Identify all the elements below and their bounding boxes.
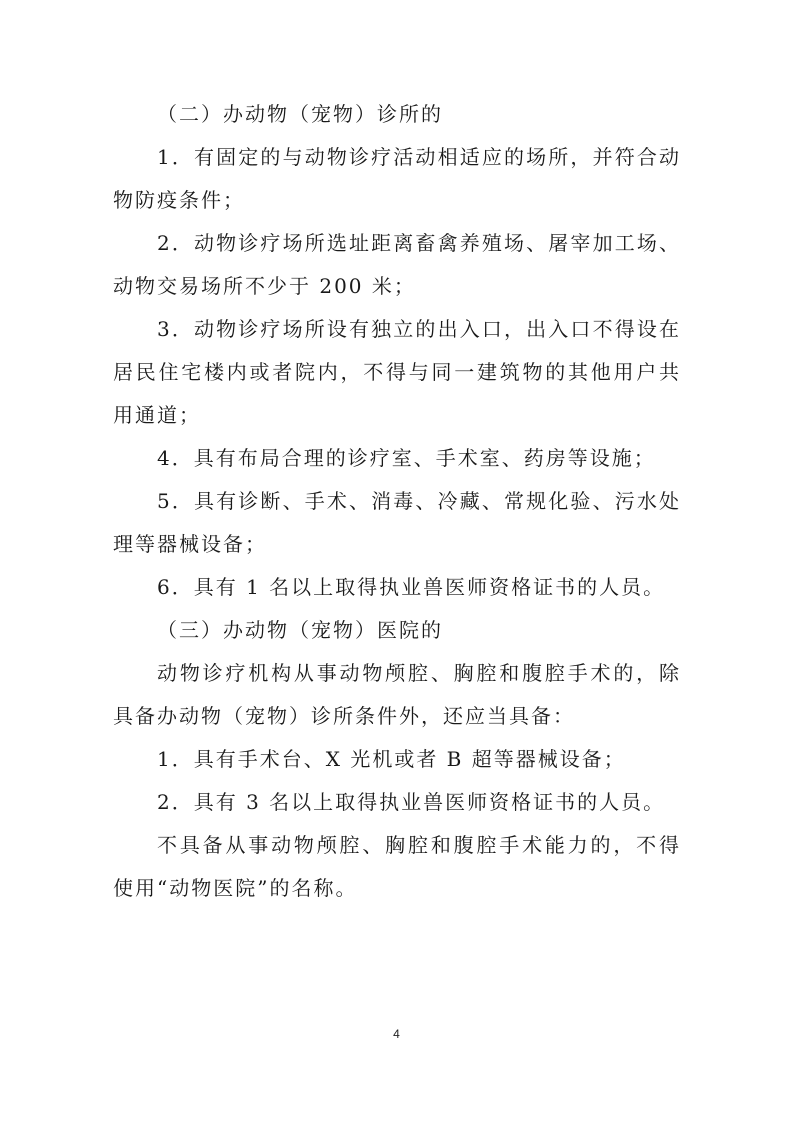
section-heading-clinic: （二）办动物（宠物）诊所的 <box>157 102 443 126</box>
hospital-intro-paragraph: 动物诊疗机构从事动物颅腔、胸腔和腹腔手术的，除具备办动物（宠物）诊所条件外，还应当具备： <box>113 661 681 728</box>
hospital-name-restriction: 不具备从事动物颅腔、胸腔和腹腔手术能力的，不得使用“动物医院”的名称。 <box>113 833 681 900</box>
clinic-requirement-2: 2．动物诊疗场所选址距离畜禽养殖场、屠宰加工场、动物交易场所不少于 200 米； <box>113 231 681 298</box>
document-body <box>113 93 681 910</box>
clinic-requirement-3: 3．动物诊疗场所设有独立的出入口，出入口不得设在居民住宅楼内或者院内，不得与同一建筑物的其他用户共用通道； <box>113 317 681 427</box>
hospital-requirement-1: 1．具有手术台、X 光机或者 B 超等器械设备； <box>157 747 626 771</box>
section-heading-hospital: （三）办动物（宠物）医院的 <box>157 618 443 642</box>
page-number: 4 <box>393 1027 400 1041</box>
clinic-requirement-4: 4．具有布局合理的诊疗室、手术室、药房等设施； <box>157 446 656 470</box>
clinic-requirement-5: 5．具有诊断、手术、消毒、冷藏、常规化验、污水处理等器械设备； <box>113 489 681 556</box>
clinic-requirement-6: 6．具有 1 名以上取得执业兽医师资格证书的人员。 <box>157 575 666 599</box>
clinic-requirement-1: 1．有固定的与动物诊疗活动相适应的场所，并符合动物防疫条件； <box>113 145 681 212</box>
hospital-requirement-2: 2．具有 3 名以上取得执业兽医师资格证书的人员。 <box>157 790 666 814</box>
